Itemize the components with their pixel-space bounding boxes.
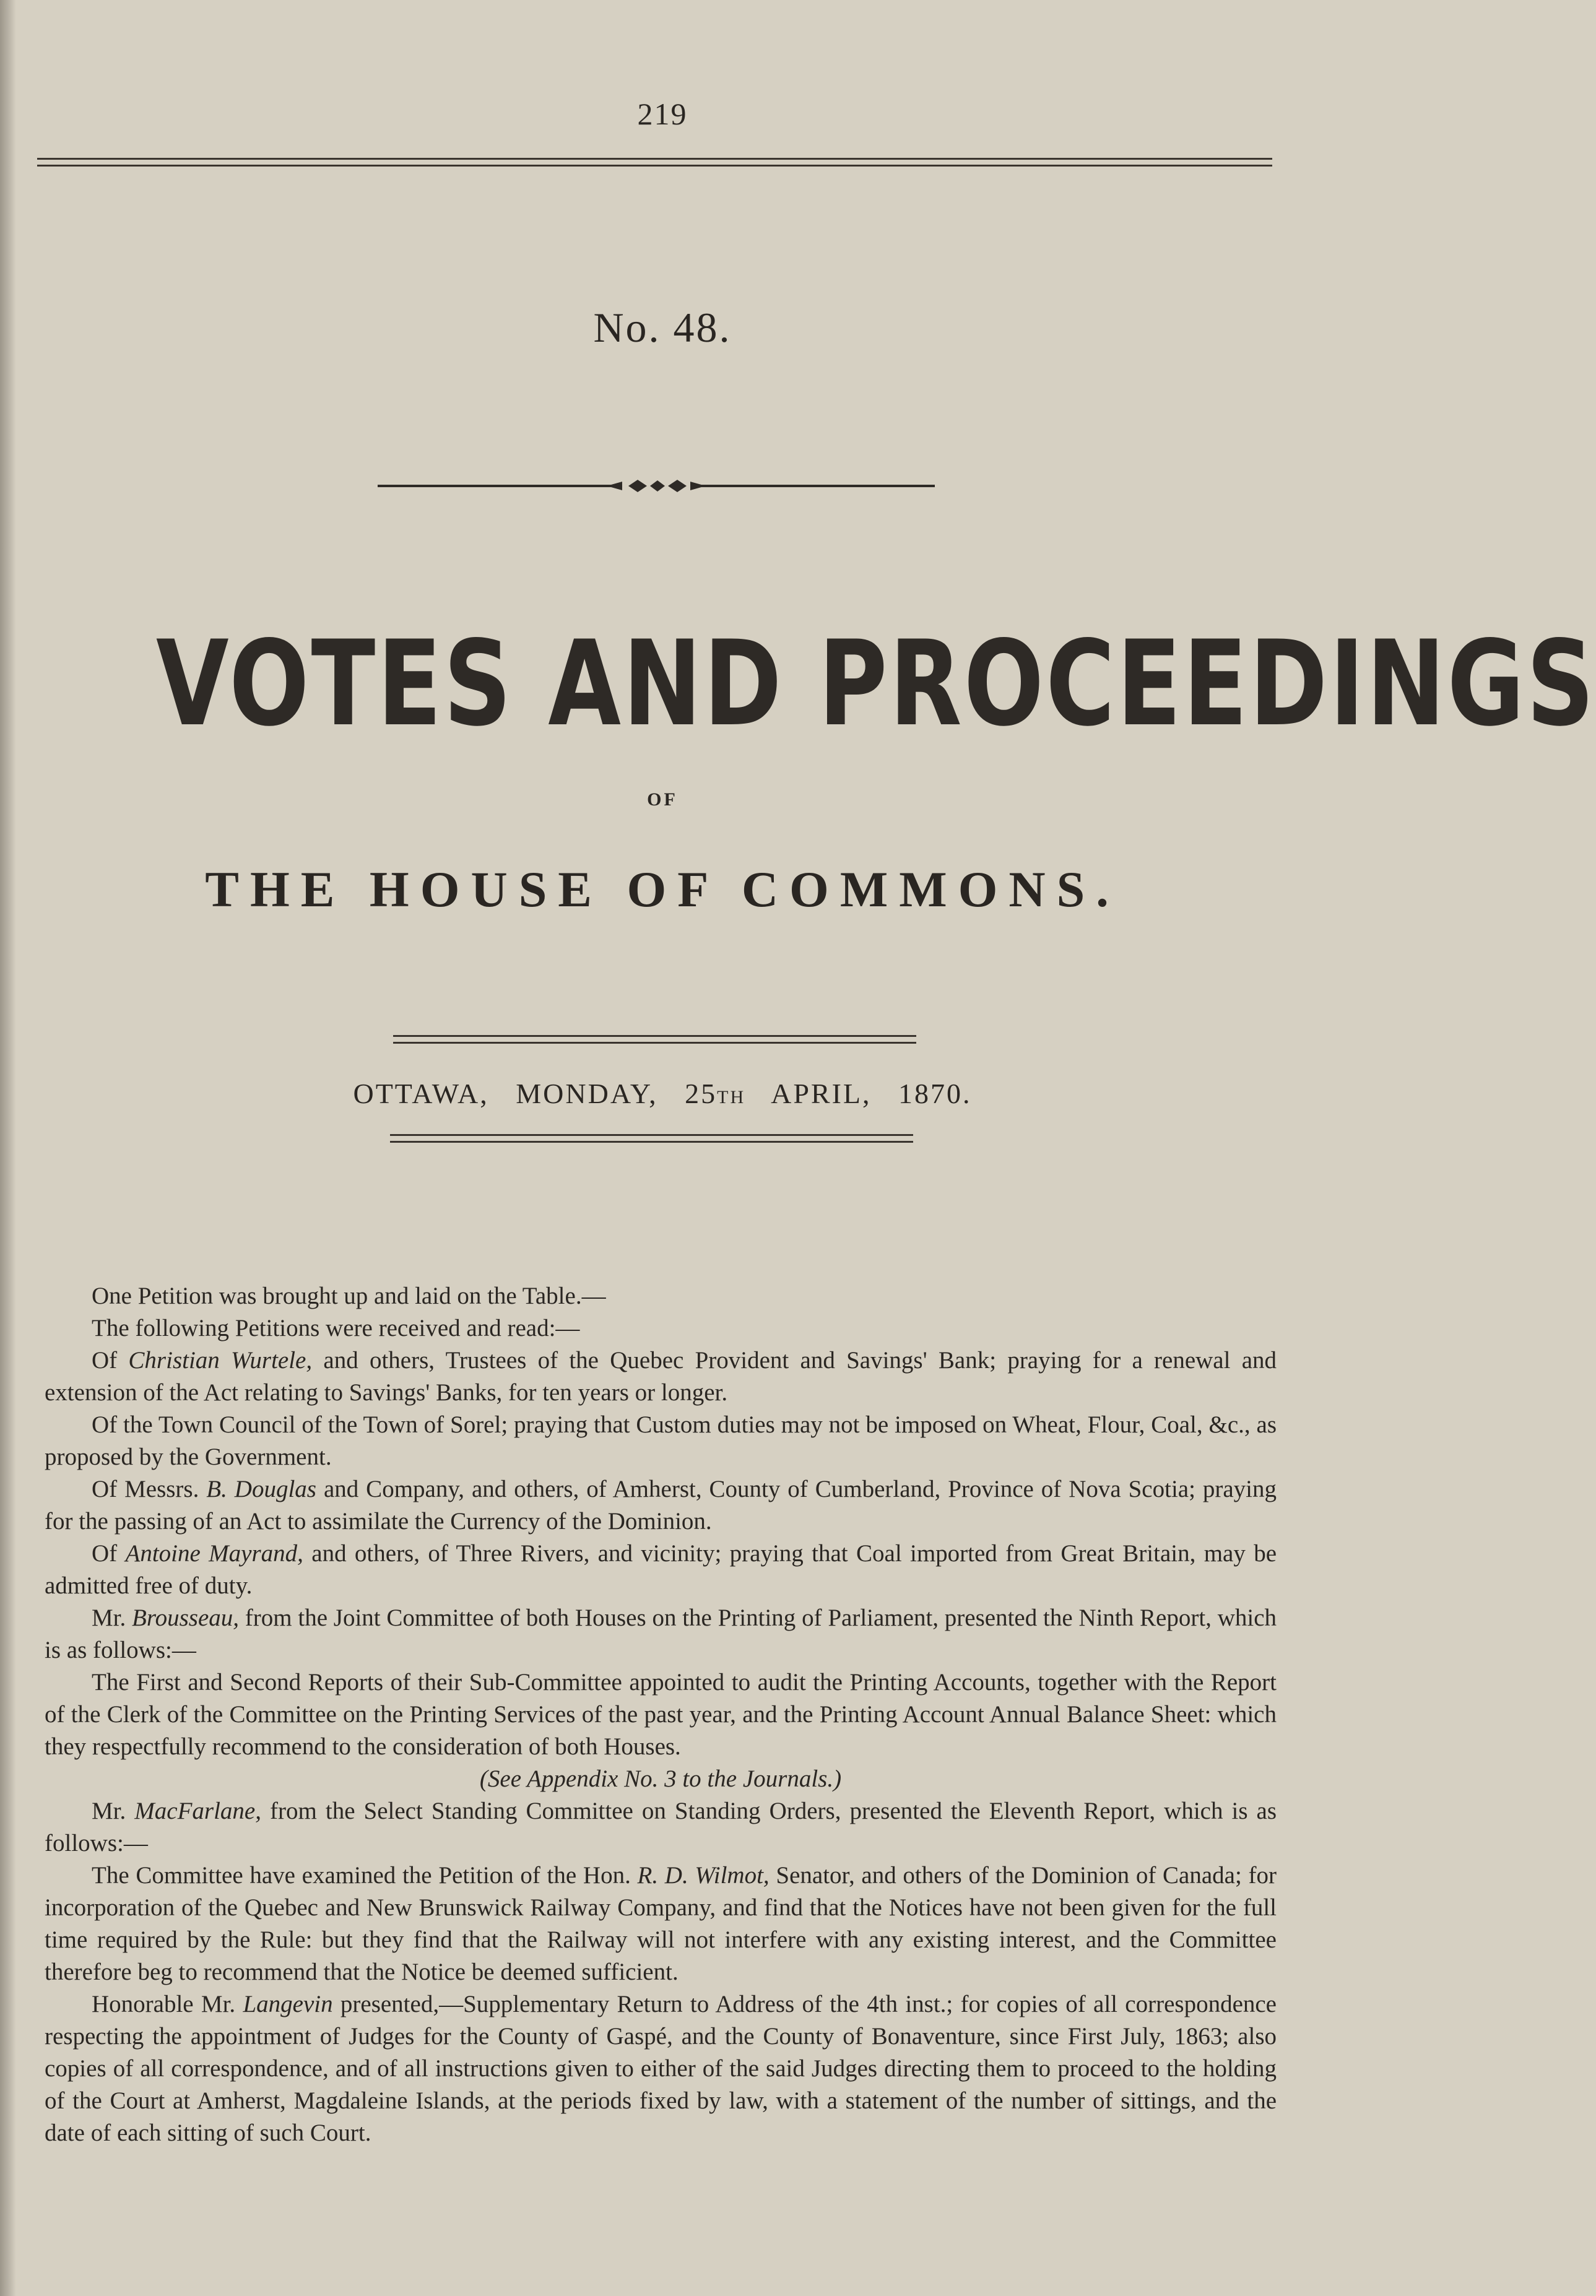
paragraph-eleventh-report-text: The Committee have examined the Petition of the Hon. R. D. Wilmot, Senator, and others of the Dominion of Canada; for incorporation of the Quebec and New Brunswick Railway Company, and find that the Notices have not been given for the full time required by the Rule: but they find that the Railway will not interfere with any existing interest, and the Committee therefore beg to recommend that the Notice be deemed sufficient. (45, 1862, 1277, 1985)
header-double-rule (37, 158, 1272, 160)
dateline-month: APRIL, (771, 1078, 872, 1109)
dateline-rule-top (393, 1035, 916, 1037)
paragraph-macfarlane-report: Mr. MacFarlane, from the Select Standing Committee on Standing Orders, presented the Eleventh Report, which is as follows:— (45, 1798, 1277, 1856)
member-name: MacFarlane, (134, 1798, 261, 1824)
document-number: No. 48. (593, 304, 732, 351)
ornamental-divider (378, 477, 935, 495)
title-connector: OF (647, 789, 678, 810)
subtitle: THE HOUSE OF COMMONS. (205, 861, 1120, 917)
dateline (0, 1077, 1325, 1110)
dateline-year: 1870. (898, 1078, 972, 1109)
dateline-rule-bottom (390, 1134, 913, 1136)
petitioner-name: B. Douglas (206, 1476, 316, 1502)
paragraph-ninth-report-text: The First and Second Reports of their Sub-Committee appointed to audit the Printing Accounts, together with the Report of the Clerk of the Committee on the Printing Services of the past year, and the Printing Account Annual Balance Sheet: which they respectfully recommend to the consideration of both Houses. (45, 1669, 1277, 1760)
paragraph-petition-mayrand: Of Antoine Mayrand, and others, of Three Rivers, and vicinity; praying that Coal imported from Great Britain, may be admitted free of duty. (45, 1540, 1277, 1599)
member-name: R. D. Wilmot, (637, 1862, 770, 1889)
paragraph-petition-wurtele: Of Christian Wurtele, and others, Trustees of the Quebec Provident and Savings' Bank; praying for a renewal and extension of the Act relating to Savings' Banks, for ten years or longer. (45, 1347, 1277, 1406)
paragraph-langevin-return: Honorable Mr. Langevin presented,—Supplementary Return to Address of the 4th inst.; for copies of all correspondence respecting the appointment of Judges for the County of Gaspé, and the County of Bonaventure, since First July, 1863; also copies of all correspondence, and of all instructions given to either of the said Judges directing them to proceed to the holding of the Court at Amherst, Magdaleine Islands, at the periods fixed by law, with a statement of the number of sittings, and the date of each sitting of such Court. (45, 1991, 1277, 2146)
proceedings-body (45, 1280, 1277, 2149)
paragraph-brousseau-report: Mr. Brousseau, from the Joint Committee of both Houses on the Printing of Parliament, presented the Ninth Report, which is as follows:— (45, 1605, 1277, 1663)
member-name: Langevin (243, 1991, 333, 2017)
page-number: 219 (637, 97, 688, 131)
paragraph-petitions-read: The following Petitions were received and read:— (92, 1315, 580, 1341)
member-name: Brousseau, (132, 1605, 240, 1631)
paragraph-petition-douglas: Of Messrs. B. Douglas and Company, and others, of Amherst, County of Cumberland, Province of Nova Scotia; praying for the passing of an Act to assimilate the Currency of the Dominion. (45, 1476, 1277, 1535)
dateline-date-suffix: TH (717, 1087, 746, 1107)
dateline-day: MONDAY, (516, 1078, 658, 1109)
paragraph-petition-sorel: Of the Town Council of the Town of Sorel; praying that Custom duties may not be imposed on Wheat, Flour, Coal, &c., as proposed by the Government. (45, 1411, 1277, 1470)
appendix-reference: (See Appendix No. 3 to the Journals.) (479, 1765, 842, 1792)
petitioner-name: Antoine Mayrand, (125, 1540, 303, 1567)
main-title: VOTES AND PROCEEDINGS (156, 615, 1596, 752)
petitioner-name: Christian Wurtele, (128, 1347, 313, 1374)
dateline-place: OTTAWA, (353, 1078, 489, 1109)
paragraph-petition-tabled: One Petition was brought up and laid on the Table.— (92, 1283, 606, 1309)
dateline-date-number: 25 (685, 1078, 718, 1109)
